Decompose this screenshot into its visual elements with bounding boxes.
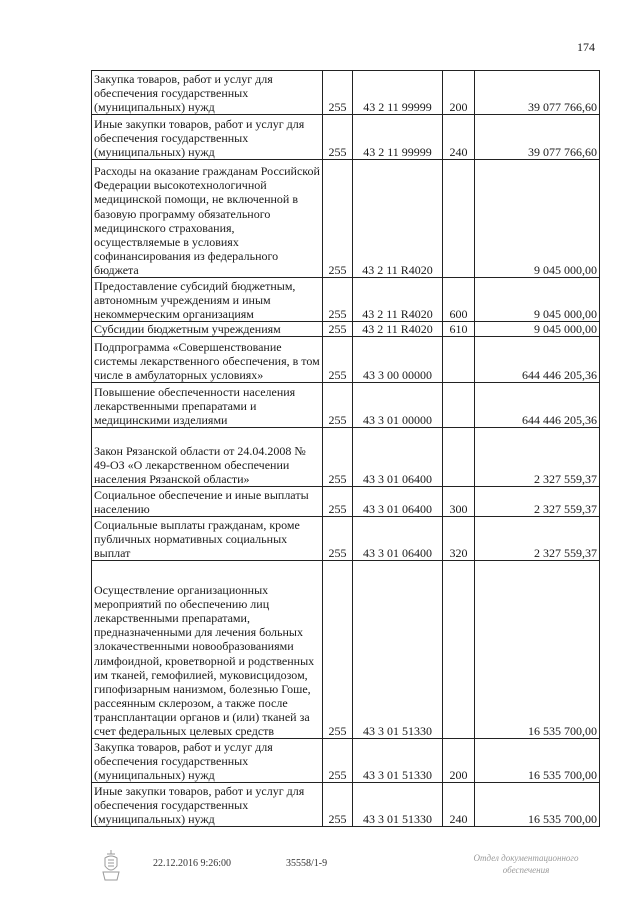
row-code: 255 [323, 115, 353, 160]
page-number: 174 [577, 40, 595, 54]
row-sum: 644 446 205,36 [475, 383, 600, 428]
department-stamp [448, 852, 604, 876]
table-row [92, 383, 600, 428]
stamp-line: Отдел документационного [473, 853, 579, 863]
row-sum: 16 535 700,00 [475, 561, 600, 739]
row-expense-type: 610 [443, 322, 475, 337]
row-expense-type [443, 561, 475, 739]
row-expense-type: 300 [443, 487, 475, 517]
coat-of-arms-icon [100, 848, 122, 882]
row-target-article: 43 3 01 06400 [353, 517, 443, 561]
row-code: 255 [323, 517, 353, 561]
row-code: 255 [323, 322, 353, 337]
row-code: 255 [323, 383, 353, 428]
row-target-article: 43 2 11 R4020 [353, 322, 443, 337]
row-target-article: 43 2 11 R4020 [353, 160, 443, 278]
table-row [92, 115, 600, 160]
row-target-article: 43 3 01 51330 [353, 739, 443, 783]
row-name: Повышение обеспеченности населения лекарственными препаратами и медицинскими изделиями [92, 383, 323, 428]
row-expense-type [443, 337, 475, 383]
row-code: 255 [323, 783, 353, 827]
footer-date: 22.12.2016 9:26:00 [153, 858, 232, 869]
row-name: Закон Рязанской области от 24.04.2008 № 49-ОЗ «О лекарственном обеспечении населения Рязанской области» [92, 428, 323, 487]
row-target-article: 43 2 11 R4020 [353, 278, 443, 322]
row-expense-type: 320 [443, 517, 475, 561]
row-target-article: 43 3 01 51330 [353, 783, 443, 827]
row-target-article: 43 3 01 06400 [353, 428, 443, 487]
row-target-article: 43 3 01 51330 [353, 561, 443, 739]
row-expense-type [443, 383, 475, 428]
row-sum: 39 077 766,60 [475, 115, 600, 160]
table-row [92, 322, 600, 337]
row-expense-type: 200 [443, 71, 475, 115]
row-name: Субсидии бюджетным учреждениям [92, 322, 323, 337]
row-code: 255 [323, 428, 353, 487]
row-code: 255 [323, 487, 353, 517]
row-target-article: 43 2 11 99999 [353, 71, 443, 115]
table-row [92, 428, 600, 487]
footer-doc-number: 35558/1-9 [286, 858, 328, 869]
row-code: 255 [323, 278, 353, 322]
row-name: Предоставление субсидий бюджетным, автономным учреждениям и иным некоммерческим организациям [92, 278, 323, 322]
row-target-article: 43 2 11 99999 [353, 115, 443, 160]
row-sum: 16 535 700,00 [475, 783, 600, 827]
row-name: Подпрограмма «Совершенствование системы лекарственного обеспечения, в том числе в амбулаторных условиях» [92, 337, 323, 383]
budget-table [91, 70, 600, 827]
table-row [92, 783, 600, 827]
row-expense-type: 240 [443, 783, 475, 827]
table-row [92, 71, 600, 115]
row-sum: 39 077 766,60 [475, 71, 600, 115]
table-row [92, 739, 600, 783]
row-name: Расходы на оказание гражданам Российской Федерации высокотехнологичной медицинской помощи, не включенной в базовую программу обязательного медицинского страхования, осуществляемые в условиях софинансирования из федерального бюджета [92, 160, 323, 278]
row-sum: 9 045 000,00 [475, 160, 600, 278]
row-target-article: 43 3 01 06400 [353, 487, 443, 517]
row-target-article: 43 3 01 00000 [353, 383, 443, 428]
row-code: 255 [323, 739, 353, 783]
row-target-article: 43 3 00 00000 [353, 337, 443, 383]
row-expense-type [443, 160, 475, 278]
row-name: Иные закупки товаров, работ и услуг для обеспечения государственных (муниципальных) нужд [92, 783, 323, 827]
table-row [92, 487, 600, 517]
row-name: Осуществление организационных мероприятий по обеспечению лиц лекарственными препаратами, предназначенными для лечения больных злокачественными новообразованиями лимфоидной, кроветворной и родственных им тканей, гемофилией, муковисцидозом, гипофизарным нанизмом, болезнью Гоше, рассеянным склерозом, а также после трансплантации органов и (или) тканей за счет федеральных целевых средств [92, 561, 323, 739]
row-name: Закупка товаров, работ и услуг для обеспечения государственных (муниципальных) нужд [92, 739, 323, 783]
row-name: Иные закупки товаров, работ и услуг для обеспечения государственных (муниципальных) нужд [92, 115, 323, 160]
table-row [92, 160, 600, 278]
row-sum: 2 327 559,37 [475, 517, 600, 561]
row-sum: 2 327 559,37 [475, 487, 600, 517]
row-expense-type: 600 [443, 278, 475, 322]
row-code: 255 [323, 71, 353, 115]
row-sum: 2 327 559,37 [475, 428, 600, 487]
row-name: Социальное обеспечение и иные выплаты населению [92, 487, 323, 517]
stamp-line: обеспечения [502, 865, 550, 875]
table-row [92, 337, 600, 383]
row-name: Социальные выплаты гражданам, кроме публичных нормативных социальных выплат [92, 517, 323, 561]
row-sum: 9 045 000,00 [475, 278, 600, 322]
row-expense-type: 200 [443, 739, 475, 783]
row-sum: 9 045 000,00 [475, 322, 600, 337]
row-expense-type [443, 428, 475, 487]
table-row [92, 278, 600, 322]
row-sum: 644 446 205,36 [475, 337, 600, 383]
row-name: Закупка товаров, работ и услуг для обеспечения государственных (муниципальных) нужд [92, 71, 323, 115]
row-code: 255 [323, 160, 353, 278]
row-code: 255 [323, 337, 353, 383]
table-row [92, 517, 600, 561]
row-code: 255 [323, 561, 353, 739]
table-row [92, 561, 600, 739]
row-sum: 16 535 700,00 [475, 739, 600, 783]
row-expense-type: 240 [443, 115, 475, 160]
